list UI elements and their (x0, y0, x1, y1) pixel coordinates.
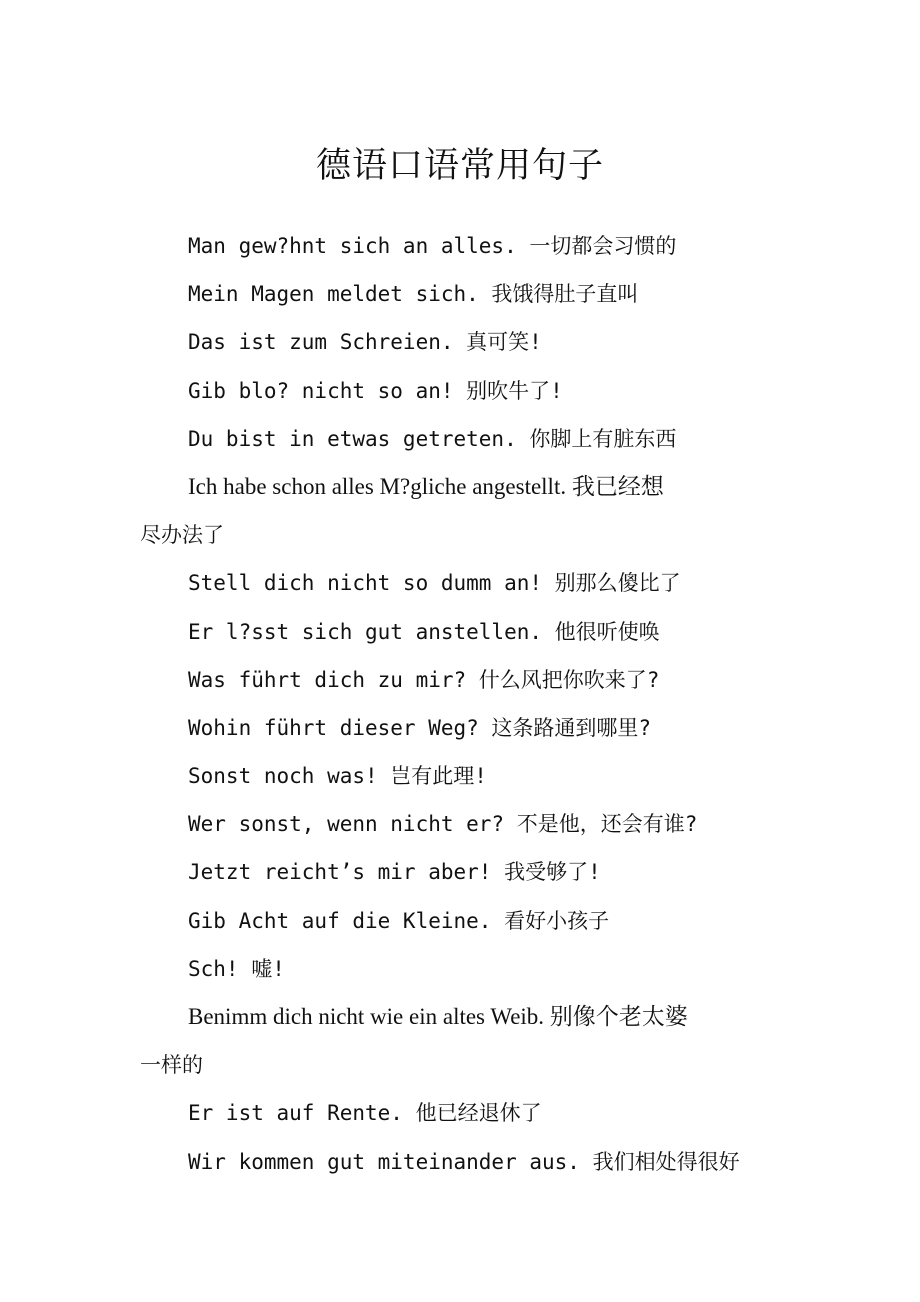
phrase-line-continuation: 尽办法了 (140, 523, 224, 548)
phrase-line: Er l?sst sich gut anstellen. 他很听使唤 (188, 619, 660, 644)
phrase-line: Man gew?hnt sich an alles. 一切都会习惯的 (188, 234, 677, 258)
phrase-line: Er ist auf Rente. 他已经退休了 (188, 1101, 542, 1126)
phrase-list (140, 222, 785, 1186)
phrase-line: Gib Acht auf die Kleine. 看好小孩子 (188, 908, 610, 933)
phrase-line: Du bist in etwas getreten. 你脚上有脏东西 (188, 426, 677, 451)
phrase-line: Mein Magen meldet sich. 我饿得肚子直叫 (188, 282, 639, 307)
phrase-line: Das ist zum Schreien. 真可笑! (188, 330, 542, 355)
phrase-line: Sonst noch was! 岂有此理! (188, 764, 487, 789)
phrase-line: Sch! 嘘! (188, 956, 285, 981)
phrase-line: Wir kommen gut miteinander aus. 我们相处得很好 (188, 1149, 740, 1174)
phrase-line: Wer sonst, wenn nicht er? 不是他，还会有谁? (188, 812, 698, 837)
phrase-line: Wohin führt dieser Weg? 这条路通到哪里? (188, 715, 652, 740)
phrase-line: Ich habe schon alles M?gliche angestellt. 我已经想 (188, 473, 664, 499)
phrase-line: Stell dich nicht so dumm an! 别那么傻比了 (188, 571, 681, 596)
phrase-line-continuation: 一样的 (140, 1053, 203, 1078)
phrase-line: Was führt dich zu mir? 什么风把你吹来了? (188, 667, 660, 692)
phrase-line: Benimm dich nicht wie ein altes Weib. 别像个老太婆 (188, 1004, 688, 1029)
phrase-line: Jetzt reicht’s mir aber! 我受够了! (188, 860, 601, 885)
page-title: 德语口语常用句子 (315, 146, 604, 186)
phrase-line: Gib blo? nicht so an! 别吹牛了! (188, 378, 563, 403)
